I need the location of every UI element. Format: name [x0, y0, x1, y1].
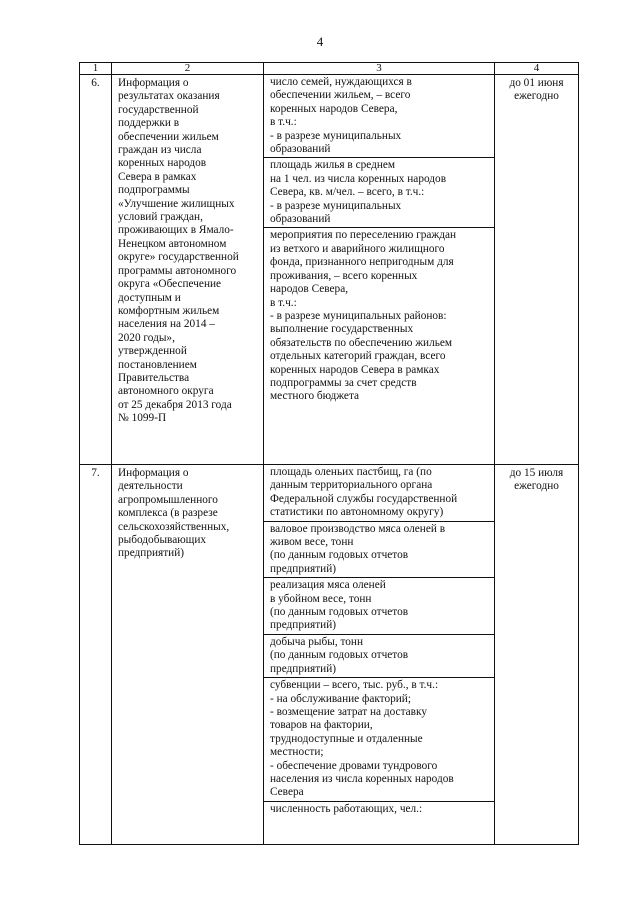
- indicator-line: образований: [270, 213, 331, 226]
- indicator-line: предприятий): [270, 662, 337, 675]
- text-line: Правительства: [118, 371, 190, 384]
- table-row: [80, 465, 579, 845]
- indicator-block: [264, 802, 494, 817]
- indicator-line: на 1 чел. из числа коренных народов: [270, 172, 447, 185]
- text-line: поддержки в: [118, 117, 180, 130]
- indicator-block: [264, 228, 494, 404]
- indicator-line: живом весе, тонн: [270, 536, 354, 549]
- text-line: Информация о: [118, 467, 189, 479]
- header-cell-4: 4: [495, 63, 579, 75]
- text-line: деятельности: [118, 480, 183, 493]
- indicator-line: - в разрезе муниципальных: [270, 199, 402, 212]
- deadline-cell: [495, 75, 579, 465]
- text-line: от 25 декабря 2013 года: [118, 398, 232, 411]
- indicator-line: площадь оленьих пастбищ, га (по: [270, 466, 432, 478]
- text-line: постановлением: [118, 358, 197, 371]
- indicator-line: реализация мяса оленей: [270, 579, 386, 592]
- text-line: 2020 годы»,: [118, 331, 175, 344]
- page-number: 4: [316, 34, 324, 49]
- text-line: Ненецком автономном: [118, 237, 227, 250]
- indicator-line: (по данным годовых отчетов: [270, 649, 409, 662]
- text-line: программы автономного: [118, 264, 237, 277]
- indicator-block: [264, 465, 494, 522]
- text-line: «Улучшение жилищных: [118, 197, 235, 210]
- header-cell-2: 2: [112, 63, 264, 75]
- indicator-line: выполнение государственных: [270, 323, 414, 336]
- text-line: коренных народов: [118, 157, 207, 170]
- row-number: 7.: [80, 465, 112, 845]
- indicator-cell: [264, 465, 495, 845]
- text-line: условий граждан,: [118, 211, 203, 224]
- indicator-line: обеспечении жильем, – всего: [270, 89, 411, 102]
- text-line: государственной: [118, 103, 199, 116]
- text-line: сельскохозяйственных,: [118, 520, 230, 533]
- indicator-line: добыча рыбы, тонн: [270, 635, 364, 648]
- text-line: обеспечении жильем: [118, 130, 219, 143]
- indicator-line: - на обслуживание факторий;: [270, 692, 411, 705]
- indicator-line: населения из числа коренных народов: [270, 772, 454, 785]
- indicator-line: местности;: [270, 746, 324, 759]
- table-row: [80, 75, 579, 465]
- text-line: доступным и: [118, 291, 181, 304]
- indicator-line: - в разрезе муниципальных районов:: [270, 309, 447, 322]
- text-line: граждан из числа: [118, 144, 202, 157]
- indicator-line: коренных народов Севера в рамках: [270, 363, 440, 376]
- text-line: утвержденной: [118, 345, 187, 358]
- indicator-line: - в разрезе муниципальных: [270, 129, 402, 142]
- text-line: подпрограммы: [118, 184, 190, 197]
- text-line: проживающих в Ямало-: [118, 224, 234, 237]
- indicator-line: в т.ч.:: [270, 116, 297, 129]
- text-line: рыбодобывающих: [118, 534, 207, 547]
- text-line: Информация о: [118, 77, 189, 89]
- indicator-line: предприятий): [270, 619, 337, 632]
- indicator-block: [264, 158, 494, 228]
- indicator-line: отдельных категорий граждан, всего: [270, 350, 446, 363]
- text-line: предприятий): [118, 547, 185, 560]
- indicator-line: субвенции – всего, тыс. руб., в т.ч.:: [270, 679, 439, 692]
- text-line: ежегодно: [514, 480, 559, 493]
- indicator-line: из ветхого и аварийного жилищного: [270, 242, 445, 255]
- indicator-line: валовое производство мяса оленей в: [270, 522, 446, 535]
- text-line: округа «Обеспечение: [118, 278, 222, 291]
- indicator-line: мероприятия по переселению граждан: [270, 229, 457, 242]
- indicator-line: Севера: [270, 786, 304, 799]
- indicator-line: статистики по автономному округу): [270, 506, 444, 519]
- indicator-line: образований: [270, 143, 331, 156]
- indicator-block: [264, 578, 494, 635]
- indicator-line: народов Севера,: [270, 283, 349, 296]
- info-cell: [112, 465, 264, 845]
- indicator-line: данным территориального органа: [270, 479, 433, 492]
- text-line: агропромышленного: [118, 493, 218, 506]
- indicator-line: предприятий): [270, 562, 337, 575]
- indicator-line: число семей, нуждающихся в: [270, 76, 412, 88]
- indicator-cell: [264, 75, 495, 465]
- text-line: округе» государственной: [118, 251, 239, 264]
- indicator-line: Севера, кв. м/чел. – всего, в т.ч.:: [270, 186, 425, 199]
- indicator-block: [264, 678, 494, 802]
- indicator-line: в т.ч.:: [270, 296, 297, 309]
- indicator-line: (по данным годовых отчетов: [270, 606, 409, 619]
- text-line: автономного округа: [118, 385, 214, 398]
- text-line: Севера в рамках: [118, 170, 197, 183]
- header-cell-1: 1: [80, 63, 112, 75]
- indicator-line: площадь жилья в среднем: [270, 159, 396, 172]
- text-line: № 1099-П: [118, 412, 167, 425]
- indicator-line: (по данным годовых отчетов: [270, 549, 409, 562]
- indicator-line: численность работающих, чел.:: [270, 802, 423, 815]
- row-number: 6.: [80, 75, 112, 465]
- text-line: населения на 2014 –: [118, 318, 215, 331]
- indicator-line: Федеральной службы государственной: [270, 492, 458, 505]
- text-line: комплекса (в разрезе: [118, 507, 218, 520]
- indicator-line: проживания, – всего коренных: [270, 269, 418, 282]
- indicator-block: [264, 522, 494, 579]
- indicator-block: [264, 75, 494, 158]
- indicator-line: - возмещение затрат на доставку: [270, 705, 427, 718]
- text-line: ежегодно: [514, 90, 559, 103]
- text-line: до 15 июля: [509, 467, 564, 479]
- info-cell: [112, 75, 264, 465]
- indicator-line: в убойном весе, тонн: [270, 592, 372, 605]
- indicator-line: коренных народов Севера,: [270, 102, 398, 115]
- indicator-line: фонда, признанного непригодным для: [270, 256, 454, 269]
- header-row: [80, 63, 579, 75]
- indicator-line: подпрограммы за счет средств: [270, 376, 417, 389]
- text-line: результатах оказания: [118, 90, 220, 103]
- indicator-line: товаров на фактории,: [270, 719, 373, 732]
- indicator-line: местного бюджета: [270, 390, 360, 403]
- text-line: комфортным жильем: [118, 304, 220, 317]
- deadline-cell: [495, 465, 579, 845]
- indicator-line: - обеспечение дровами тундрового: [270, 759, 438, 772]
- indicator-line: обязательств по обеспечению жильем: [270, 336, 453, 349]
- report-table: [79, 62, 579, 845]
- text-line: до 01 июня: [509, 77, 564, 89]
- indicator-block: [264, 635, 494, 678]
- indicator-line: труднодоступные и отдаленные: [270, 732, 423, 745]
- header-cell-3: 3: [264, 63, 495, 75]
